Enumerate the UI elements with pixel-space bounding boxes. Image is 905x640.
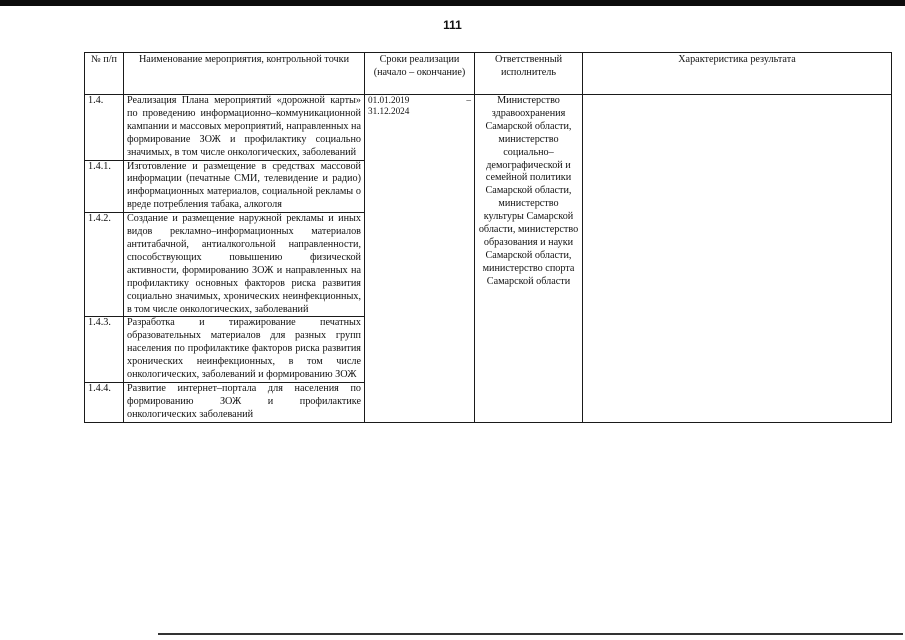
bottom-rule [158,633,903,635]
page-number: 111 [443,18,462,32]
row-activity-name: Создание и размещение наружной рекламы и иных видов рекламно–информационных материалов антитабачной, антиалкогольной направленности, способствующих повышению физической активности, формированию ЗОЖ и направленных на профилактику основных факторов риска развития социально значимых, хронических неинфекционных, в том числе онкологических, заболеваний [124,213,365,317]
row-number: 1.4.3. [85,317,124,383]
start-date: 01.01.2019 [368,95,410,105]
end-date: 31.12.2024 [368,106,410,116]
header-executor: Ответственный исполнитель [475,53,583,95]
executor-cell: Министерство здравоохранения Самарской области, министерство социально–демографической и семейной политики Самарской области, министерство культуры Самарской области, министерство образования и науки Самарской области, министерство спорта Самарской области [475,95,583,423]
plan-table [84,52,892,423]
dates-cell [365,95,475,423]
header-result: Характеристика результата [583,53,892,95]
header-num: № п/п [85,53,124,95]
top-rule [0,0,905,6]
row-activity-name: Разработка и тиражирование печатных образовательных материалов для разных групп населения по профилактике факторов риска развития хронических неинфекционных, в том числе онкологических, заболеваний и формированию ЗОЖ [124,317,365,383]
row-activity-name: Реализация Плана мероприятий «дорожной карты» по проведению информационно–коммуникационной кампании и массовых мероприятий, направленных на формирование ЗОЖ и профилактику социально значимых, в том числе онкологических, заболеваний [124,95,365,161]
result-cell [583,95,892,423]
table-row [85,95,892,161]
header-name: Наименование мероприятия, контрольной точки [124,53,365,95]
row-number: 1.4. [85,95,124,161]
date-dash: – [466,95,471,105]
row-number: 1.4.2. [85,213,124,317]
table-header-row [85,53,892,95]
row-number: 1.4.1. [85,160,124,213]
row-activity-name: Изготовление и размещение в средствах массовой информации (печатные СМИ, телевидение и радио) информационных материалов, социальной рекламы о вреде потребления табака, алкоголя [124,160,365,213]
row-activity-name: Развитие интернет–портала для населения по формированию ЗОЖ и профилактике онкологических заболеваний [124,382,365,422]
row-number: 1.4.4. [85,382,124,422]
header-dates: Сроки реализации (начало – окончание) [365,53,475,95]
